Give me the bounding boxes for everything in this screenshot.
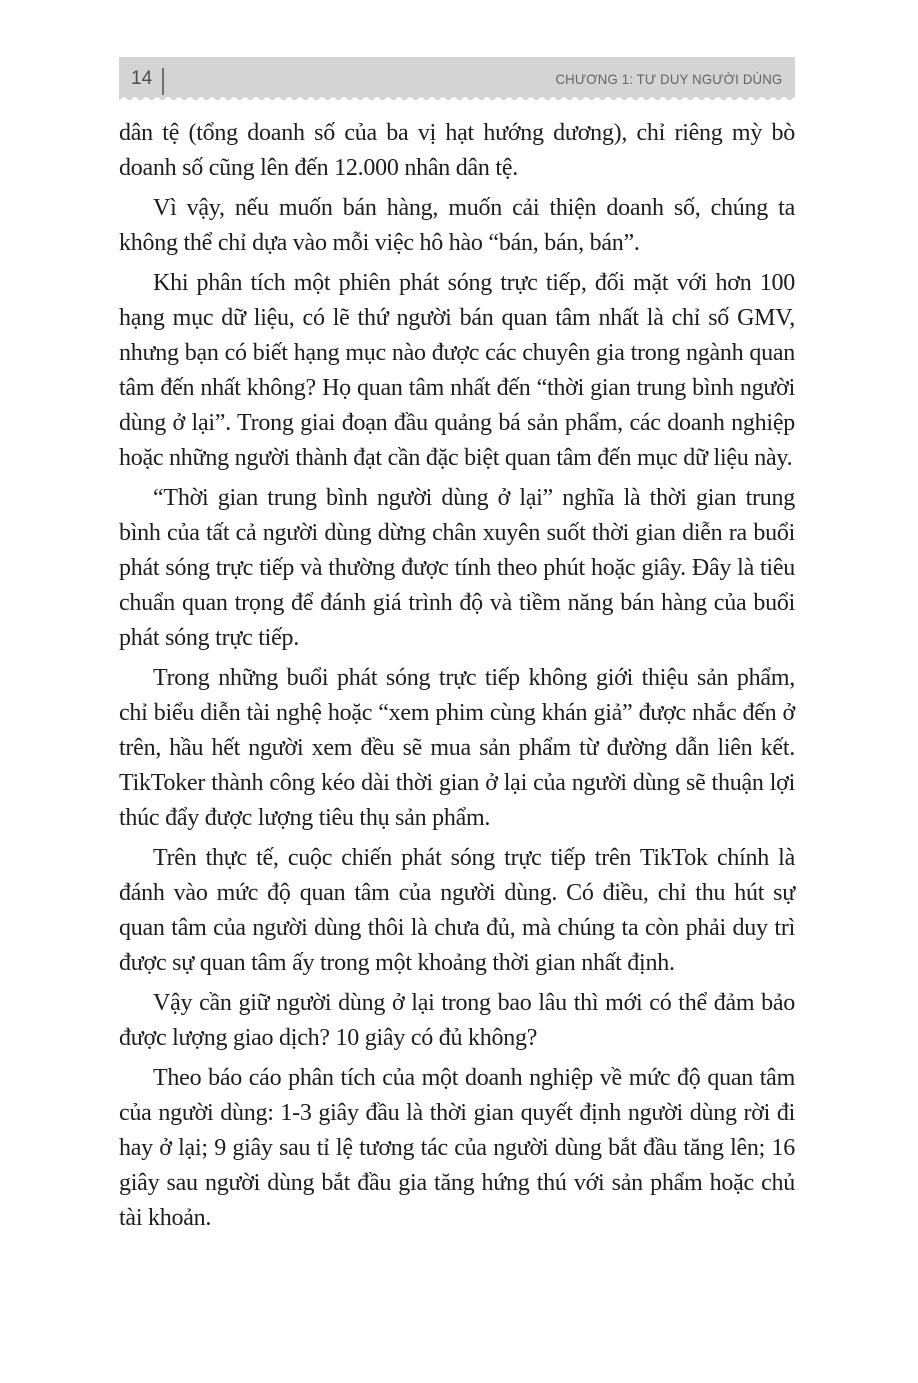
page-number: 14	[131, 68, 153, 89]
chapter-title: CHƯƠNG 1: TƯ DUY NGƯỜI DÙNG	[555, 70, 782, 87]
body-paragraph: Trên thực tế, cuộc chiến phát sóng trực tiếp trên TikTok chính là đánh vào mức độ quan tâm của người dùng. Có điều, chỉ thu hút sự quan tâm của người dùng thôi là chưa đủ, mà chúng ta còn phải duy trì được sự quan tâm ấy trong một khoảng thời gian nhất định.	[119, 845, 795, 976]
body-paragraph: Vì vậy, nếu muốn bán hàng, muốn cải thiện doanh số, chúng ta không thể chỉ dựa vào mỗi việc hô hào “bán, bán, bán”.	[119, 195, 795, 256]
page-header	[119, 57, 795, 100]
body-paragraph: Trong những buổi phát sóng trực tiếp không giới thiệu sản phẩm, chỉ biểu diễn tài nghệ hoặc “xem phim cùng khán giả” được nhắc đến ở trên, hầu hết người xem đều sẽ mua sản phẩm từ đường dẫn liên kết. TikToker thành công kéo dài thời gian ở lại của người dùng sẽ thuận lợi thúc đẩy được lượng tiêu thụ sản phẩm.	[119, 665, 795, 831]
page-number-group	[131, 63, 164, 95]
page-body	[119, 116, 795, 1241]
body-paragraph: “Thời gian trung bình người dùng ở lại” nghĩa là thời gian trung bình của tất cả người dùng dừng chân xuyên suốt thời gian diễn ra buổi phát sóng trực tiếp và thường được tính theo phút hoặc giây. Đây là tiêu chuẩn quan trọng để đánh giá trình độ và tiềm năng bán hàng của buổi phát sóng trực tiếp.	[119, 485, 795, 651]
body-paragraph: Vậy cần giữ người dùng ở lại trong bao lâu thì mới có thể đảm bảo được lượng giao dịch? 10 giây có đủ không?	[119, 990, 795, 1051]
body-paragraph: Theo báo cáo phân tích của một doanh nghiệp về mức độ quan tâm của người dùng: 1-3 giây đầu là thời gian quyết định người dùng rời đi hay ở lại; 9 giây sau tỉ lệ tương tác của người dùng bắt đầu tăng lên; 16 giây sau người dùng bắt đầu gia tăng hứng thú với sản phẩm hoặc chủ tài khoản.	[119, 1065, 795, 1231]
body-paragraph: Khi phân tích một phiên phát sóng trực tiếp, đối mặt với hơn 100 hạng mục dữ liệu, có lẽ thứ người bán quan tâm nhất là chỉ số GMV, nhưng bạn có biết hạng mục nào được các chuyên gia trong ngành quan tâm đến nhất không? Họ quan tâm nhất đến “thời gian trung bình người dùng ở lại”. Trong giai đoạn đầu quảng bá sản phẩm, các doanh nghiệp hoặc những người thành đạt cần đặc biệt quan tâm đến mục dữ liệu này.	[119, 270, 795, 471]
header-divider	[162, 68, 164, 95]
body-paragraph: dân tệ (tổng doanh số của ba vị hạt hướng dương), chỉ riêng mỳ bò doanh số cũng lên đến 12.000 nhân dân tệ.	[119, 120, 795, 181]
